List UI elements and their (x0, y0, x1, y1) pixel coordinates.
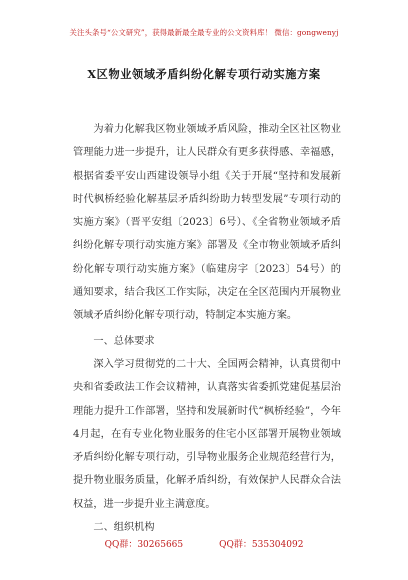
section-heading-organization: 二、组织机构 (93, 522, 155, 533)
footer-contact (0, 537, 408, 550)
promo-banner: 关注头条号“公文研究”，获得最新最全最专业的公文资料库！ 微信：gongwenyj (69, 28, 339, 37)
section-2 (73, 516, 341, 539)
qq-group-1: QQ群：30265665 (104, 540, 184, 550)
intro-paragraph: 为着力化解我区物业领域矛盾风险，推动全区社区物业管理能力进一步提升，让人民群众有更多获得感、幸福感，根据省委平安山西建设领导小组《关于开展“坚持和发展新时代枫桥经验化解基层矛盾纠纷助力转型发展”专项行动的实施方案》（晋平安组〔2023〕6号）、《全省物业领域矛盾纠纷化解专项行动实施方案》部署及《全市物业领域矛盾纠纷化解专项行动实施方案》（临建房字〔2023〕54号）的通知要求，结合我区工作实际，决定在全区范围内开展物业领域矛盾纠纷化解专项行动，特制定本实施方案。 (73, 124, 341, 322)
section-heading-general-requirements: 一、总体要求 (93, 336, 155, 347)
section-1-body (73, 353, 341, 516)
qq-group-2: QQ群：535304092 (219, 540, 304, 550)
general-requirements-paragraph: 深入学习贯彻党的二十大、全国两会精神，认真贯彻中央和省委政法工作会议精神，认真落实省委抓党建促基层治理能力提升工作部署，坚持和发展新时代“枫桥经验”，今年4月起，在有专业化物业服务的住宅小区部署开展物业领域矛盾纠纷化解专项行动，引导物业服务企业规范经营行为，提升物业服务质量，化解矛盾纠纷，有效保护人民群众合法权益，进一步提升业主满意度。 (73, 359, 341, 510)
section-1 (73, 330, 341, 353)
intro-section (73, 118, 341, 328)
document-title: X区物业领域矛盾纠纷化解专项行动实施方案 (87, 67, 321, 81)
